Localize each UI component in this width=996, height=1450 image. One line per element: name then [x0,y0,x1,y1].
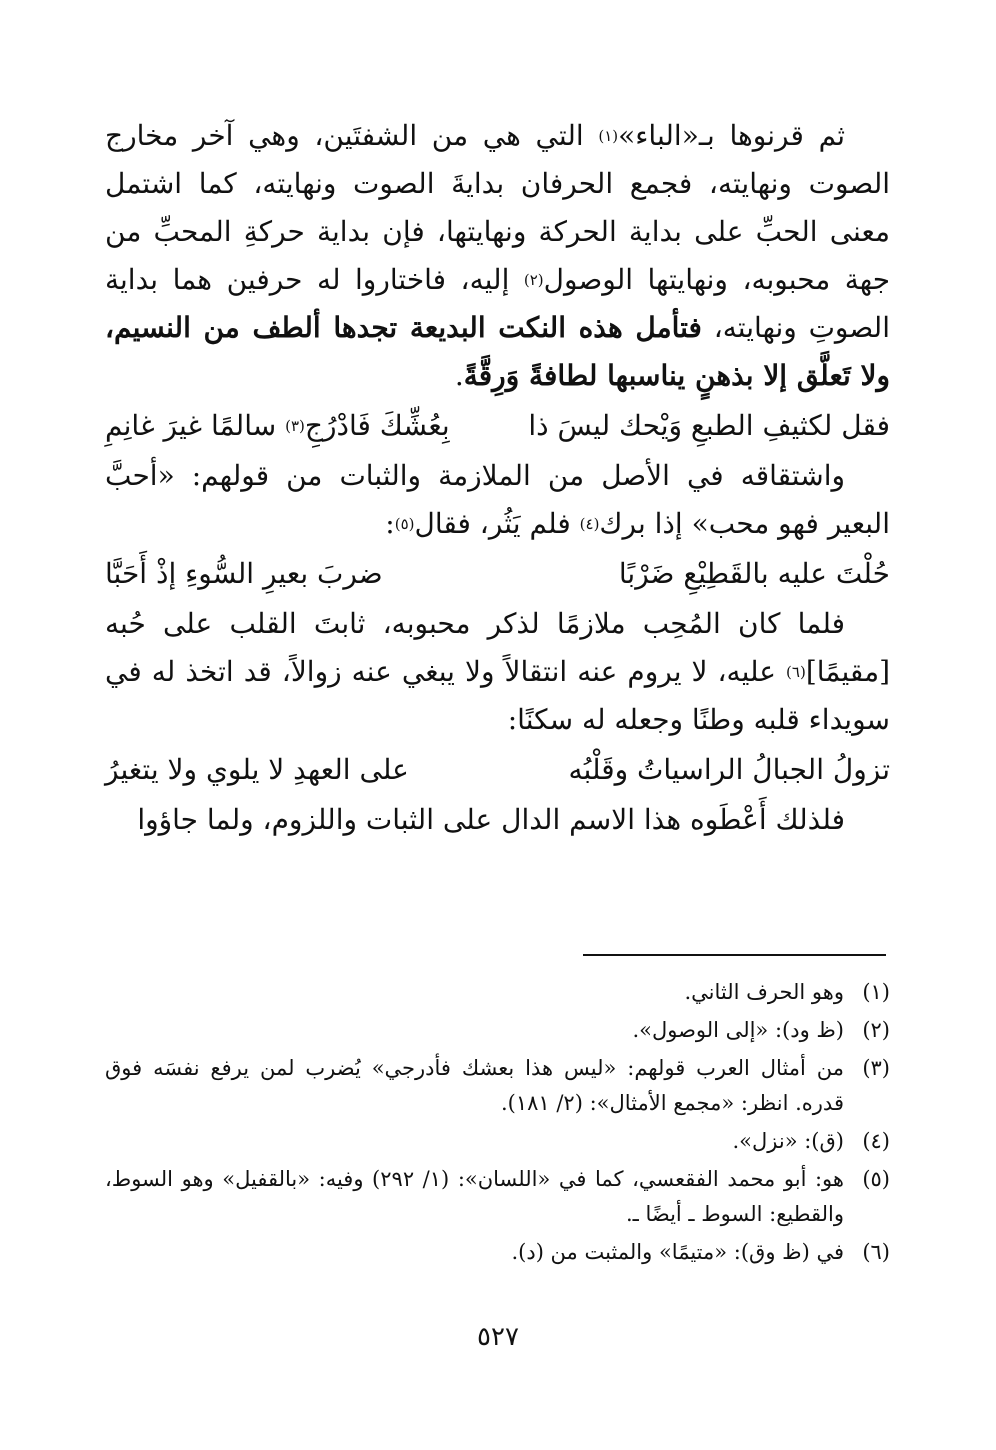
verse-3-hemistich-1: تزولُ الجبالُ الراسياتُ وقَلْبُه [568,753,890,786]
footnote-text: (ق): «نزل». [732,1129,844,1153]
paragraph-2 [105,452,890,548]
verse-2-hemistich-2: ضربَ بعيرِ السُّوءِ إذْ أَحَبَّا [105,557,383,590]
footnote-5 [105,1162,890,1232]
bold-phrase: فتأمل هذه النكت البديعة تجدها ألطف من النسيم، ولا تَعلَّق إلا بذهنٍ يناسبها لطافةً وَرِقَّةً [105,311,890,392]
footnote-ref-4[interactable]: (٤) [579,515,600,533]
verse-1-hemistich-1: فقل لكثيفِ الطبعِ وَيْحك ليسَ ذا [528,409,890,442]
text-span: التي هي من الشفتَين، وهي آخر مخارج الصوت ونهايته، فجمع الحرفان بدايةَ الصوت ونهايته، كما اشتمل معنى الحبِّ على بداية الحركة ونهايتها، فإن بداية حركةِ المحبِّ من جهة محبوبه، ونهايتها الوصول [105,119,891,296]
footnote-4 [105,1124,890,1159]
footnote-text: وهو الحرف الثاني. [684,980,844,1004]
verse-2-hemistich-1: حُلْتَ عليه بالقَطِيْعِ ضَرْبًا [618,557,890,590]
footnote-text: (ظ ود): «إلى الوصول». [632,1018,844,1042]
text-span: واشتقاقه في الأصل من الملازمة والثبات من قولهم: «أحبَّ البعير فهو محب» إذا برك [105,459,890,540]
footnote-ref-1[interactable]: (١) [598,127,619,145]
footnote-number: (٦) [862,1240,890,1264]
footnote-1 [105,975,890,1010]
verse-3-hemistich-2: على العهدِ لا يلوي ولا يتغيرُ [105,753,409,786]
footnote-ref-3[interactable]: (٣) [285,417,305,435]
verse-2 [105,550,890,598]
footnote-ref-5[interactable]: (٥) [394,515,415,533]
main-text [105,112,890,844]
footnote-number: (١) [862,980,890,1004]
text-span: : [385,507,395,540]
footnote-ref-6[interactable]: (٦) [786,663,806,681]
text-span: عليه، لا يروم عنه انتقالاً ولا يبغي عنه زوالاً، قد اتخذ له في سويداء قلبه وطنًا وجعله له سكنًا: [105,655,890,736]
paragraph-1 [105,112,890,400]
verse-1 [105,402,890,450]
text-span: إليه، فاختاروا له حرفين هما بداية الصوتِ ونهايته، [105,263,890,344]
paragraph-4: فلذلك أَعْطَوه هذا الاسم الدال على الثبات واللزوم، ولما جاؤوا [137,803,845,836]
text-span: . [454,359,464,392]
footnote-ref-2[interactable]: (٢) [523,271,544,289]
text-span: ثم قرنوها بـ«الباء» [618,119,845,152]
footnote-text: هو: أبو محمد الفقعسي، كما في «اللسان»: (١/ ٢٩٢) وفيه: «بالقفيل» وهو السوط، والقطيع: السوط ـ أيضًا ـ. [105,1167,844,1226]
text-span: سالمًا غيرَ غانِمِ [105,409,286,442]
footnote-text: من أمثال العرب قولهم: «ليس هذا بعشك فأدرجي» يُضرب لمن يرفع نفسَه فوق قدره. انظر: «مجمع الأمثال»: (٢/ ١٨١). [105,1056,844,1115]
footnote-number: (٤) [862,1129,890,1153]
text-span: فلما كان المُحِب ملازمًا لذكر محبوبه، ثابتَ القلب على حُبه [مقيمًا] [105,607,890,688]
paragraph-3 [105,600,890,744]
text-span: فلم يَثُر، فقال [414,507,580,540]
footnote-2 [105,1013,890,1048]
page-number: ٥٢٧ [477,1322,519,1352]
footnote-number: (٥) [862,1167,890,1191]
footnote-number: (٢) [862,1018,890,1042]
footnote-divider [583,954,886,956]
text-span: بِعُشِّكَ فَادْرُجِ [304,409,450,442]
footnote-number: (٣) [862,1056,890,1080]
verse-3 [105,746,890,794]
footnote-text: في (ظ وق): «متيمًا» والمثبت من (د). [511,1240,844,1264]
footnotes [105,975,890,1273]
footnote-3 [105,1051,890,1121]
footnote-6 [105,1235,890,1270]
verse-1-hemistich-2 [105,402,482,450]
